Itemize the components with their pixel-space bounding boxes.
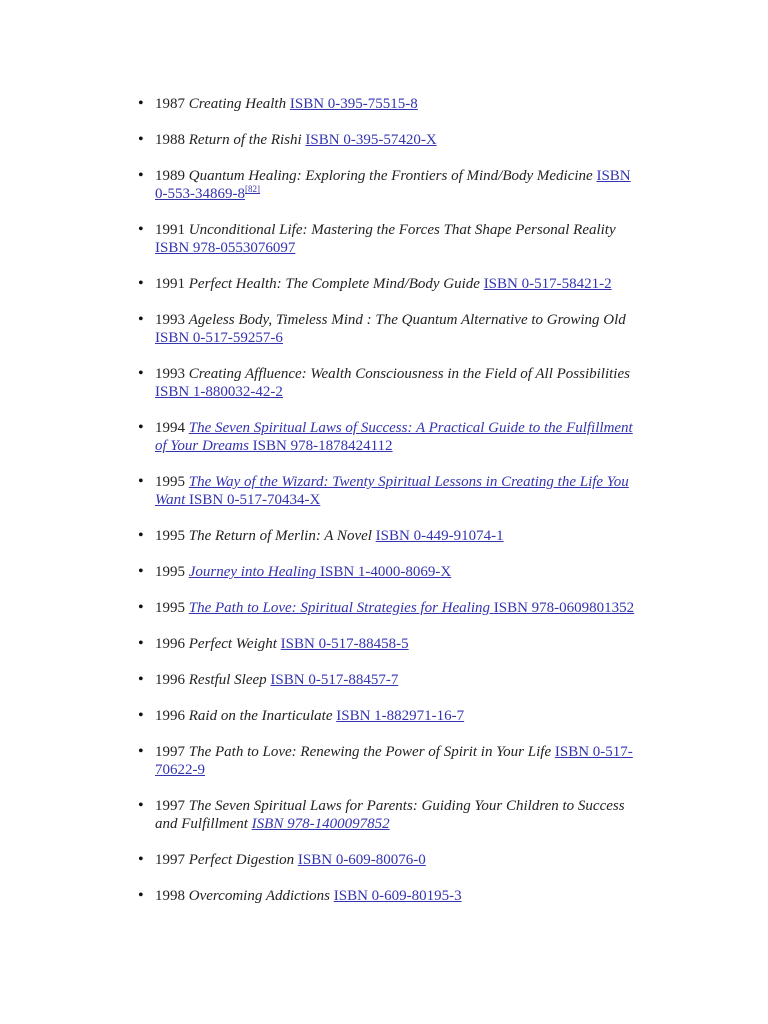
year-label: 1993 <box>155 312 185 328</box>
isbn-link[interactable]: ISBN 0-517-59257-6 <box>155 330 283 346</box>
year-label: 1987 <box>155 96 185 112</box>
year-label: 1995 <box>155 528 185 544</box>
book-title: The Return of Merlin: A Novel <box>188 528 376 544</box>
list-item <box>137 473 718 509</box>
isbn-link[interactable]: ISBN <box>596 168 631 184</box>
list-item <box>137 635 718 653</box>
year-label: 1993 <box>155 366 185 382</box>
year-label: 1991 <box>155 276 185 292</box>
book-title: Raid on the Inarticulate <box>188 708 337 724</box>
year-label: 1996 <box>155 672 185 688</box>
list-item <box>137 221 718 257</box>
year-label: 1995 <box>155 600 185 616</box>
book-title: Perfect Digestion <box>188 852 298 868</box>
isbn-link[interactable]: ISBN 0-517- <box>554 744 633 760</box>
year-label: 1997 <box>155 798 185 814</box>
book-title-link[interactable]: Journey into Healing <box>188 564 320 580</box>
year-label: 1995 <box>155 474 185 490</box>
book-title: Unconditional Life: Mastering the Forces That Shape Personal Reality <box>188 222 616 238</box>
isbn-link[interactable]: ISBN 978-0609801352 <box>493 600 635 616</box>
book-title-link[interactable]: The Way of the Wizard: Twenty Spiritual Lessons in Creating the Life You <box>188 474 629 490</box>
isbn-link[interactable]: ISBN 1-882971-16-7 <box>336 708 465 724</box>
list-item <box>137 887 718 905</box>
isbn-link[interactable]: ISBN 0-609-80195-3 <box>333 888 462 904</box>
list-item <box>137 599 718 617</box>
list-item <box>137 797 718 833</box>
isbn-link[interactable]: ISBN 978-1878424112 <box>252 438 393 454</box>
list-item <box>137 95 718 113</box>
book-title: Creating Health <box>188 96 290 112</box>
year-label: 1995 <box>155 564 185 580</box>
year-label: 1998 <box>155 888 185 904</box>
book-title: Overcoming Addictions <box>188 888 334 904</box>
bibliography-list <box>137 95 718 905</box>
year-label: 1997 <box>155 852 185 868</box>
list-item <box>137 527 718 545</box>
book-title: Creating Affluence: Wealth Consciousness in the Field of All Possibilities <box>188 366 630 382</box>
book-title: Return of the Rishi <box>188 132 306 148</box>
isbn-link[interactable]: ISBN 0-449-91074-1 <box>375 528 504 544</box>
book-title: The Path to Love: Renewing the Power of Spirit in Your Life <box>188 744 555 760</box>
book-title: Perfect Weight <box>188 636 281 652</box>
isbn-link[interactable]: ISBN 0-609-80076-0 <box>297 852 426 868</box>
isbn-link[interactable]: ISBN 0-517-58421-2 <box>483 276 612 292</box>
isbn-link[interactable]: ISBN 978-0553076097 <box>155 240 296 256</box>
list-item <box>137 419 718 455</box>
isbn-link[interactable]: ISBN 1-4000-8069-X <box>319 564 452 580</box>
year-label: 1989 <box>155 168 185 184</box>
list-item <box>137 851 718 869</box>
book-title: Ageless Body, Timeless Mind : The Quantum Alternative to Growing Old <box>188 312 626 328</box>
book-title: Restful Sleep <box>188 672 271 688</box>
book-title: The Seven Spiritual Laws for Parents: Guiding Your Children to Success <box>188 798 625 814</box>
book-title-link[interactable]: ISBN 978-1400097852 <box>251 816 390 832</box>
list-item <box>137 743 718 779</box>
isbn-link[interactable]: ISBN 0-517-88457-7 <box>270 672 399 688</box>
book-title: Perfect Health: The Complete Mind/Body Guide <box>188 276 484 292</box>
list-item <box>137 275 718 293</box>
list-item <box>137 311 718 347</box>
year-label: 1988 <box>155 132 185 148</box>
book-title: Quantum Healing: Exploring the Frontiers of Mind/Body Medicine <box>188 168 597 184</box>
list-item <box>137 707 718 725</box>
year-label: 1996 <box>155 636 185 652</box>
book-title-link[interactable]: Want <box>155 492 190 508</box>
book-title-link[interactable]: of Your Dreams <box>155 438 253 454</box>
list-item <box>137 365 718 401</box>
year-label: 1997 <box>155 744 185 760</box>
isbn-link[interactable]: ISBN 0-517-88458-5 <box>280 636 409 652</box>
year-label: 1996 <box>155 708 185 724</box>
isbn-link[interactable]: 70622-9 <box>155 762 205 778</box>
list-item <box>137 563 718 581</box>
year-label: 1991 <box>155 222 185 238</box>
book-title-link[interactable]: The Seven Spiritual Laws of Success: A Practical Guide to the Fulfillment <box>188 420 633 436</box>
isbn-link[interactable]: ISBN 0-395-75515-8 <box>289 96 418 112</box>
footnote-ref-link[interactable]: [82] <box>245 184 260 194</box>
isbn-link[interactable]: ISBN 0-395-57420-X <box>305 132 437 148</box>
list-item <box>137 167 718 203</box>
year-label: 1994 <box>155 420 185 436</box>
list-item <box>137 131 718 149</box>
book-title: and Fulfillment <box>155 816 252 832</box>
book-title-link[interactable]: The Path to Love: Spiritual Strategies for Healing <box>188 600 494 616</box>
list-item <box>137 671 718 689</box>
isbn-link[interactable]: ISBN 1-880032-42-2 <box>155 384 283 400</box>
isbn-link[interactable]: ISBN 0-517-70434-X <box>189 492 321 508</box>
isbn-link[interactable]: 0-553-34869-8 <box>155 186 245 202</box>
